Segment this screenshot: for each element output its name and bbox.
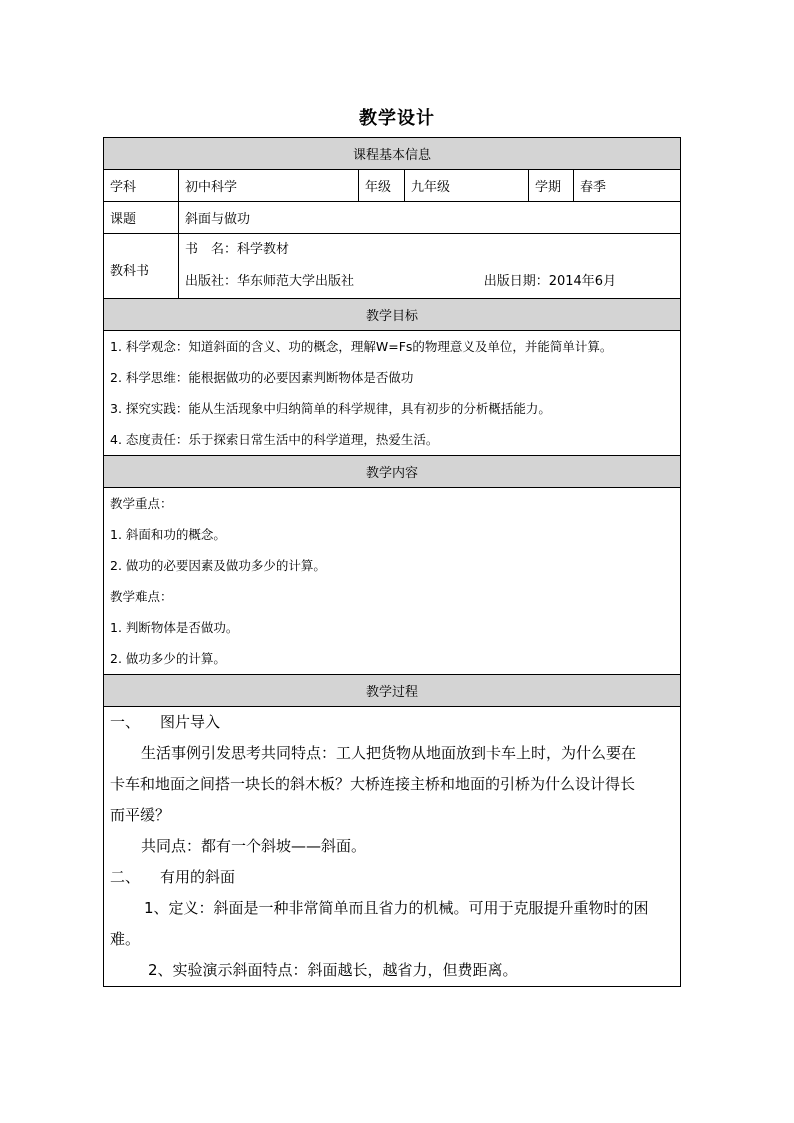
grade-value: 九年级: [405, 170, 529, 202]
process-section-heading: [110, 862, 674, 893]
process-section-heading: [110, 707, 674, 738]
lesson-plan-table: [103, 137, 681, 987]
difficulty-label: 教学难点：: [110, 589, 173, 604]
objective-item: 1. 科学观念：知道斜面的含义、功的概念，理解W=Fs的物理意义及单位，并能简单计算。: [110, 339, 613, 354]
book-name: 书 名：科学教材: [185, 242, 290, 257]
publisher: 出版社：华东师范大学出版社: [185, 274, 355, 289]
section-header-content: 教学内容: [104, 456, 681, 488]
process-paragraph: 而平缓？: [110, 806, 171, 824]
objective-item: 4. 态度责任：乐于探索日常生活中的科学道理，热爱生活。: [110, 432, 439, 447]
key-points-label: 教学重点：: [110, 496, 173, 511]
key-point-item: 1. 斜面和功的概念。: [110, 527, 226, 542]
content-row: [104, 488, 681, 675]
difficulty-item: 1. 判断物体是否做功。: [110, 620, 239, 635]
subject-value: 初中科学: [179, 170, 359, 202]
process-paragraph: 共同点：都有一个斜坡——斜面。: [141, 837, 367, 855]
subject-label: 学科: [104, 170, 179, 202]
content-list: [104, 488, 681, 675]
content-header-row: [104, 456, 681, 488]
process-paragraph: 1、定义：斜面是一种非常简单而且省力的机械。可用于克服提升重物时的困: [144, 899, 649, 917]
process-paragraph: 难。: [110, 930, 141, 948]
term-label: 学期: [529, 170, 574, 202]
section-header-objectives: 教学目标: [104, 299, 681, 331]
publish-date: 出版日期：2014年6月: [483, 274, 617, 289]
process-paragraph: 2、实验演示斜面特点：斜面越长，越省力，但费距离。: [148, 961, 518, 979]
topic-label: 课题: [104, 202, 179, 234]
difficulty-item: 2. 做功多少的计算。: [110, 651, 226, 666]
objectives-list: [104, 331, 681, 456]
objectives-row: [104, 331, 681, 456]
section-header-basic-info: 课程基本信息: [104, 138, 681, 170]
section-title: 有用的斜面: [160, 868, 236, 886]
process-body: [104, 707, 681, 987]
objective-item: 2. 科学思维：能根据做功的必要因素判断物体是否做功: [110, 370, 414, 385]
process-paragraph: 卡车和地面之间搭一块长的斜木板？大桥连接主桥和地面的引桥为什么设计得长: [110, 775, 636, 793]
textbook-row: [104, 234, 681, 299]
process-row: [104, 707, 681, 987]
process-paragraph: 生活事例引发思考共同特点：工人把货物从地面放到卡车上时，为什么要在: [141, 744, 637, 762]
grade-label: 年级: [359, 170, 405, 202]
publisher-row: [185, 266, 674, 298]
section-header-process: 教学过程: [104, 675, 681, 707]
section-title: 图片导入: [160, 713, 221, 731]
process-header-row: [104, 675, 681, 707]
key-point-item: 2. 做功的必要因素及做功多少的计算。: [110, 558, 326, 573]
topic-row: [104, 202, 681, 234]
textbook-info: [179, 234, 681, 299]
basic-info-header-row: [104, 138, 681, 170]
objective-item: 3. 探究实践：能从生活现象中归纳简单的科学规律，具有初步的分析概括能力。: [110, 401, 551, 416]
section-number: 二、: [110, 868, 141, 886]
topic-value: 斜面与做功: [179, 202, 681, 234]
objectives-header-row: [104, 299, 681, 331]
subject-row: [104, 170, 681, 202]
textbook-label: 教科书: [104, 234, 179, 299]
section-number: 一、: [110, 713, 141, 731]
document-title: 教学设计: [359, 108, 435, 129]
term-value: 春季: [574, 170, 681, 202]
